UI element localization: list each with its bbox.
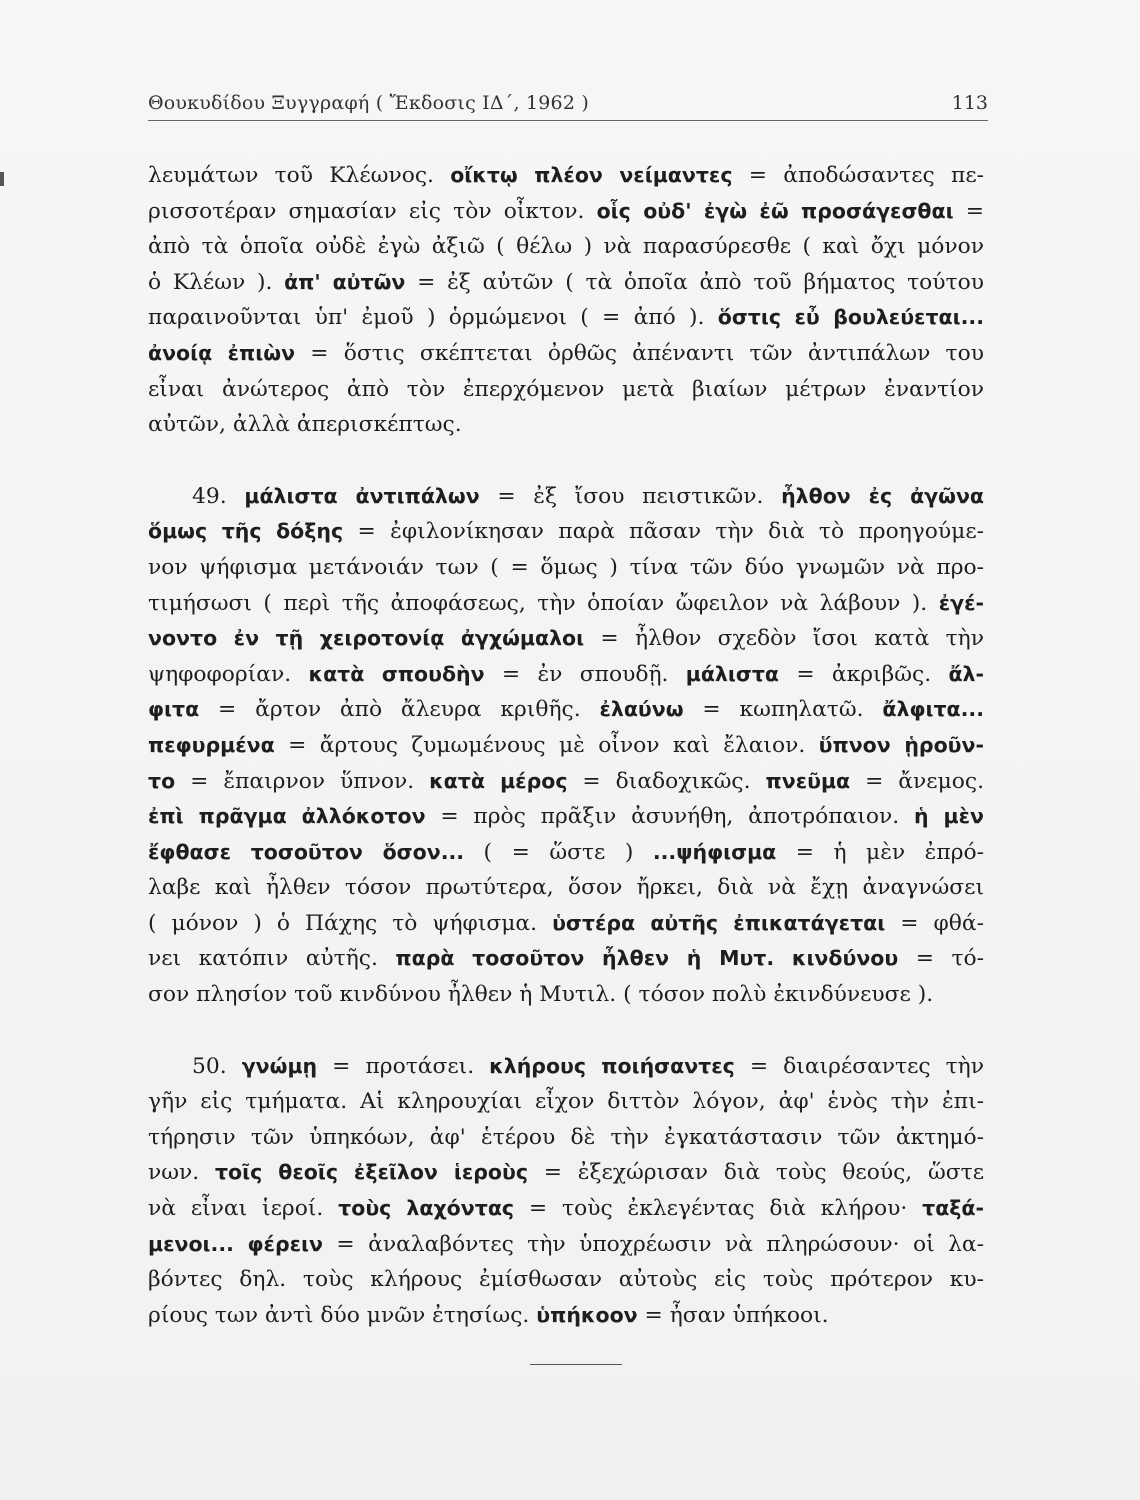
text-line: αὐτῶν, ἀλλὰ ἀπερισκέπτως. <box>148 412 462 438</box>
text-line: ἀνοίᾳ ἐπιὼν = ὅστις σκέπτεται ὀρθῶς ἀπέναντι τῶν ἀντιπάλων του <box>148 340 984 366</box>
lemma: νοντο ἐν τῇ χειροτονίᾳ ἀγχώμαλοι <box>148 626 585 651</box>
lemma: το <box>148 768 176 793</box>
text-line: τιμήσωσι ( περὶ τῆς ἀποφάσεως, τὴν ὁποίαν ὤφειλον νὰ λάβουν ). ἐγέ- <box>148 590 984 616</box>
lemma: ἀνοίᾳ ἐπιὼν <box>148 340 296 365</box>
text-line: ἔφθασε τοσοῦτον ὅσον... ( = ὥστε ) ...ψήφισμα = ἡ μὲν ἐπρό- <box>148 839 984 865</box>
lemma: ἐλαύνω <box>599 697 684 722</box>
text-line: νοντο ἐν τῇ χειροτονίᾳ ἀγχώμαλοι = ἦλθον σχεδὸν ἴσοι κατὰ τὴν <box>148 626 984 652</box>
lemma: μάλιστα ἀντιπάλων <box>244 483 480 508</box>
lemma: οἴκτῳ πλέον νείμαντες <box>450 163 733 187</box>
text-line: ὅμως τῆς δόξης = ἐφιλονίκησαν παρὰ πᾶσαν τὴν διὰ τὸ προηγούμε- <box>148 519 984 545</box>
lemma: οἷς οὐδ' ἐγὼ ἐῶ προσάγεσθαι <box>596 198 954 223</box>
paragraph <box>148 1049 984 1334</box>
lemma: ταξά- <box>922 1196 984 1221</box>
text-line: νων. τοῖς θεοῖς ἐξεῖλον ἱεροὺς = ἐξεχώρισαν διὰ τοὺς θεούς, ὥστε <box>148 1160 984 1186</box>
lemma: ἀπ' αὐτῶν <box>284 269 406 294</box>
paragraph <box>148 158 984 443</box>
lemma: πνεῦμα <box>765 768 851 793</box>
lemma: τοὺς λαχόντας <box>338 1196 515 1221</box>
text-line: γῆν εἰς τμήματα. Αἱ κληρουχίαι εἶχον διττὸν λόγον, ἀφ' ἑνὸς τὴν ἐπι- <box>148 1089 984 1115</box>
text-line: ρίους των ἀντὶ δύο μνῶν ἐτησίως. ὑπήκοον = ἦσαν ὑπήκοοι. <box>148 1302 829 1328</box>
lemma: κατὰ μέρος <box>429 768 568 793</box>
text-line: τήρησιν τῶν ὑπηκόων, ἀφ' ἑτέρου δὲ τὴν ἐγκατάστασιν τῶν ἀκτημό- <box>148 1124 984 1150</box>
lemma: ἄλφιτα... <box>882 697 984 722</box>
text-line: ρισσοτέραν σημασίαν εἰς τὸν οἶκτον. οἷς οὐδ' ἐγὼ ἐῶ προσάγεσθαι = <box>148 198 984 224</box>
lemma: ἐγέ- <box>938 590 984 615</box>
header-title: Θουκυδίδου Ξυγγραφή ( Ἔκδοσις ΙΔ΄, 1962 ) <box>148 92 589 114</box>
section-number: 50. <box>192 1053 227 1079</box>
text-line: νει κατόπιν αὐτῆς. παρὰ τοσοῦτον ἦλθεν ἡ Μυτ. κινδύνου = τό- <box>148 946 985 972</box>
end-rule <box>530 1364 622 1365</box>
lemma: ...ψήφισμα <box>652 839 777 864</box>
lemma: ἦλθον ἐς ἀγῶνα <box>781 483 985 508</box>
text-line: νὰ εἶναι ἱεροί. τοὺς λαχόντας = τοὺς ἐκλεγέντας διὰ κλήρου· ταξά- <box>148 1196 984 1222</box>
running-header <box>148 88 988 121</box>
text-line: 49. μάλιστα ἀντιπάλων = ἐξ ἴσου πειστικῶν. ἦλθον ἐς ἀγῶνα <box>192 483 985 509</box>
text-line: ἀπὸ τὰ ὁποῖα οὐδὲ ἐγὼ ἀξιῶ ( θέλω ) νὰ παρασύρεσθε ( καὶ ὄχι μόνον <box>148 234 984 260</box>
section-number: 49. <box>192 483 227 509</box>
text-line: ψηφοφορίαν. κατὰ σπουδὴν = ἐν σπουδῇ. μάλιστα = ἀκριβῶς. ἄλ- <box>148 661 985 687</box>
lemma: ἄλ- <box>948 661 985 686</box>
text-line: παραινοῦνται ὑπ' ἐμοῦ ) ὁρμώμενοι ( = ἀπό ). ὅστις εὖ βουλεύεται... <box>148 305 984 331</box>
text-line: φιτα = ἄρτον ἀπὸ ἄλευρα κριθῆς. ἐλαύνω = κωπηλατῶ. ἄλφιτα... <box>148 697 984 723</box>
lemma: κατὰ σπουδὴν <box>308 661 485 686</box>
text-line: 50. γνώμῃ = προτάσει. κλήρους ποιήσαντες = διαιρέσαντες τὴν <box>192 1053 984 1079</box>
text-line: μενοι... φέρειν = ἀναλαβόντες τὴν ὑποχρέωσιν νὰ πληρώσουν· οἱ λα- <box>148 1231 984 1257</box>
scan-mark <box>0 172 4 186</box>
text-line: λευμάτων τοῦ Κλέωνος. οἴκτῳ πλέον νείμαντες = ἀποδώσαντες πε- <box>148 163 984 188</box>
text-line: σον πλησίον τοῦ κινδύνου ἦλθεν ἡ Μυτιλ. ( τόσον πολὺ ἐκινδύνευσε ). <box>148 982 934 1008</box>
lemma: ὑπήκοον <box>536 1302 638 1327</box>
lemma: κλήρους ποιήσαντες <box>489 1053 735 1078</box>
text-line: το = ἔπαιρνον ὕπνον. κατὰ μέρος = διαδοχικῶς. πνεῦμα = ἄνεμος. <box>148 768 984 794</box>
lemma: ὑστέρα αὐτῆς ἐπικατάγεται <box>552 910 886 935</box>
lemma: ὅστις εὖ βουλεύεται... <box>717 305 984 330</box>
paragraph <box>148 479 984 1013</box>
lemma: μάλιστα <box>685 661 780 686</box>
page-body <box>148 158 984 1333</box>
text-line: ἐπὶ πρᾶγμα ἀλλόκοτον = πρὸς πρᾶξιν ἀσυνήθη, ἀποτρόπαιον. ἡ μὲν <box>148 804 984 830</box>
lemma: τοῖς θεοῖς ἐξεῖλον ἱεροὺς <box>214 1160 529 1185</box>
lemma: ὕπνον ᾑροῦν- <box>818 732 984 757</box>
lemma: ἐπὶ πρᾶγμα ἀλλόκοτον <box>148 804 426 829</box>
text-line: βόντες δηλ. τοὺς κλήρους ἐμίσθωσαν αὐτοὺς εἰς τοὺς πρότερον κυ- <box>148 1267 984 1293</box>
text-line: ὁ Κλέων ). ἀπ' αὐτῶν = ἐξ αὐτῶν ( τὰ ὁποῖα ἀπὸ τοῦ βήματος τούτου <box>148 269 984 295</box>
page-number: 113 <box>951 92 988 114</box>
text-line: λαβε καὶ ἦλθεν τόσον πρωτύτερα, ὅσον ἤρκει, διὰ νὰ ἔχῃ ἀναγνώσει <box>148 875 984 901</box>
lemma: πεφυρμένα <box>148 732 275 757</box>
text-line: εἶναι ἀνώτερος ἀπὸ τὸν ἐπερχόμενον μετὰ βιαίων μέτρων ἐναντίον <box>148 376 984 402</box>
text-line: ( μόνον ) ὁ Πάχης τὸ ψήφισμα. ὑστέρα αὐτῆς ἐπικατάγεται = φθά- <box>148 910 984 936</box>
lemma: παρὰ τοσοῦτον ἦλθεν ἡ Μυτ. κινδύνου <box>395 946 899 971</box>
lemma: ἔφθασε τοσοῦτον ὅσον... <box>148 839 465 864</box>
lemma: μενοι... φέρειν <box>148 1231 324 1256</box>
lemma: φιτα <box>148 697 200 722</box>
text-line: πεφυρμένα = ἄρτους ζυμωμένους μὲ οἶνον καὶ ἔλαιον. ὕπνον ᾑροῦν- <box>148 732 984 758</box>
lemma: ἡ μὲν <box>913 804 984 829</box>
lemma: γνώμῃ <box>241 1053 318 1078</box>
text-line: νον ψήφισμα μετάνοιάν των ( = ὅμως ) τίνα τῶν δύο γνωμῶν νὰ προ- <box>148 554 984 580</box>
lemma: ὅμως τῆς δόξης <box>148 519 344 544</box>
